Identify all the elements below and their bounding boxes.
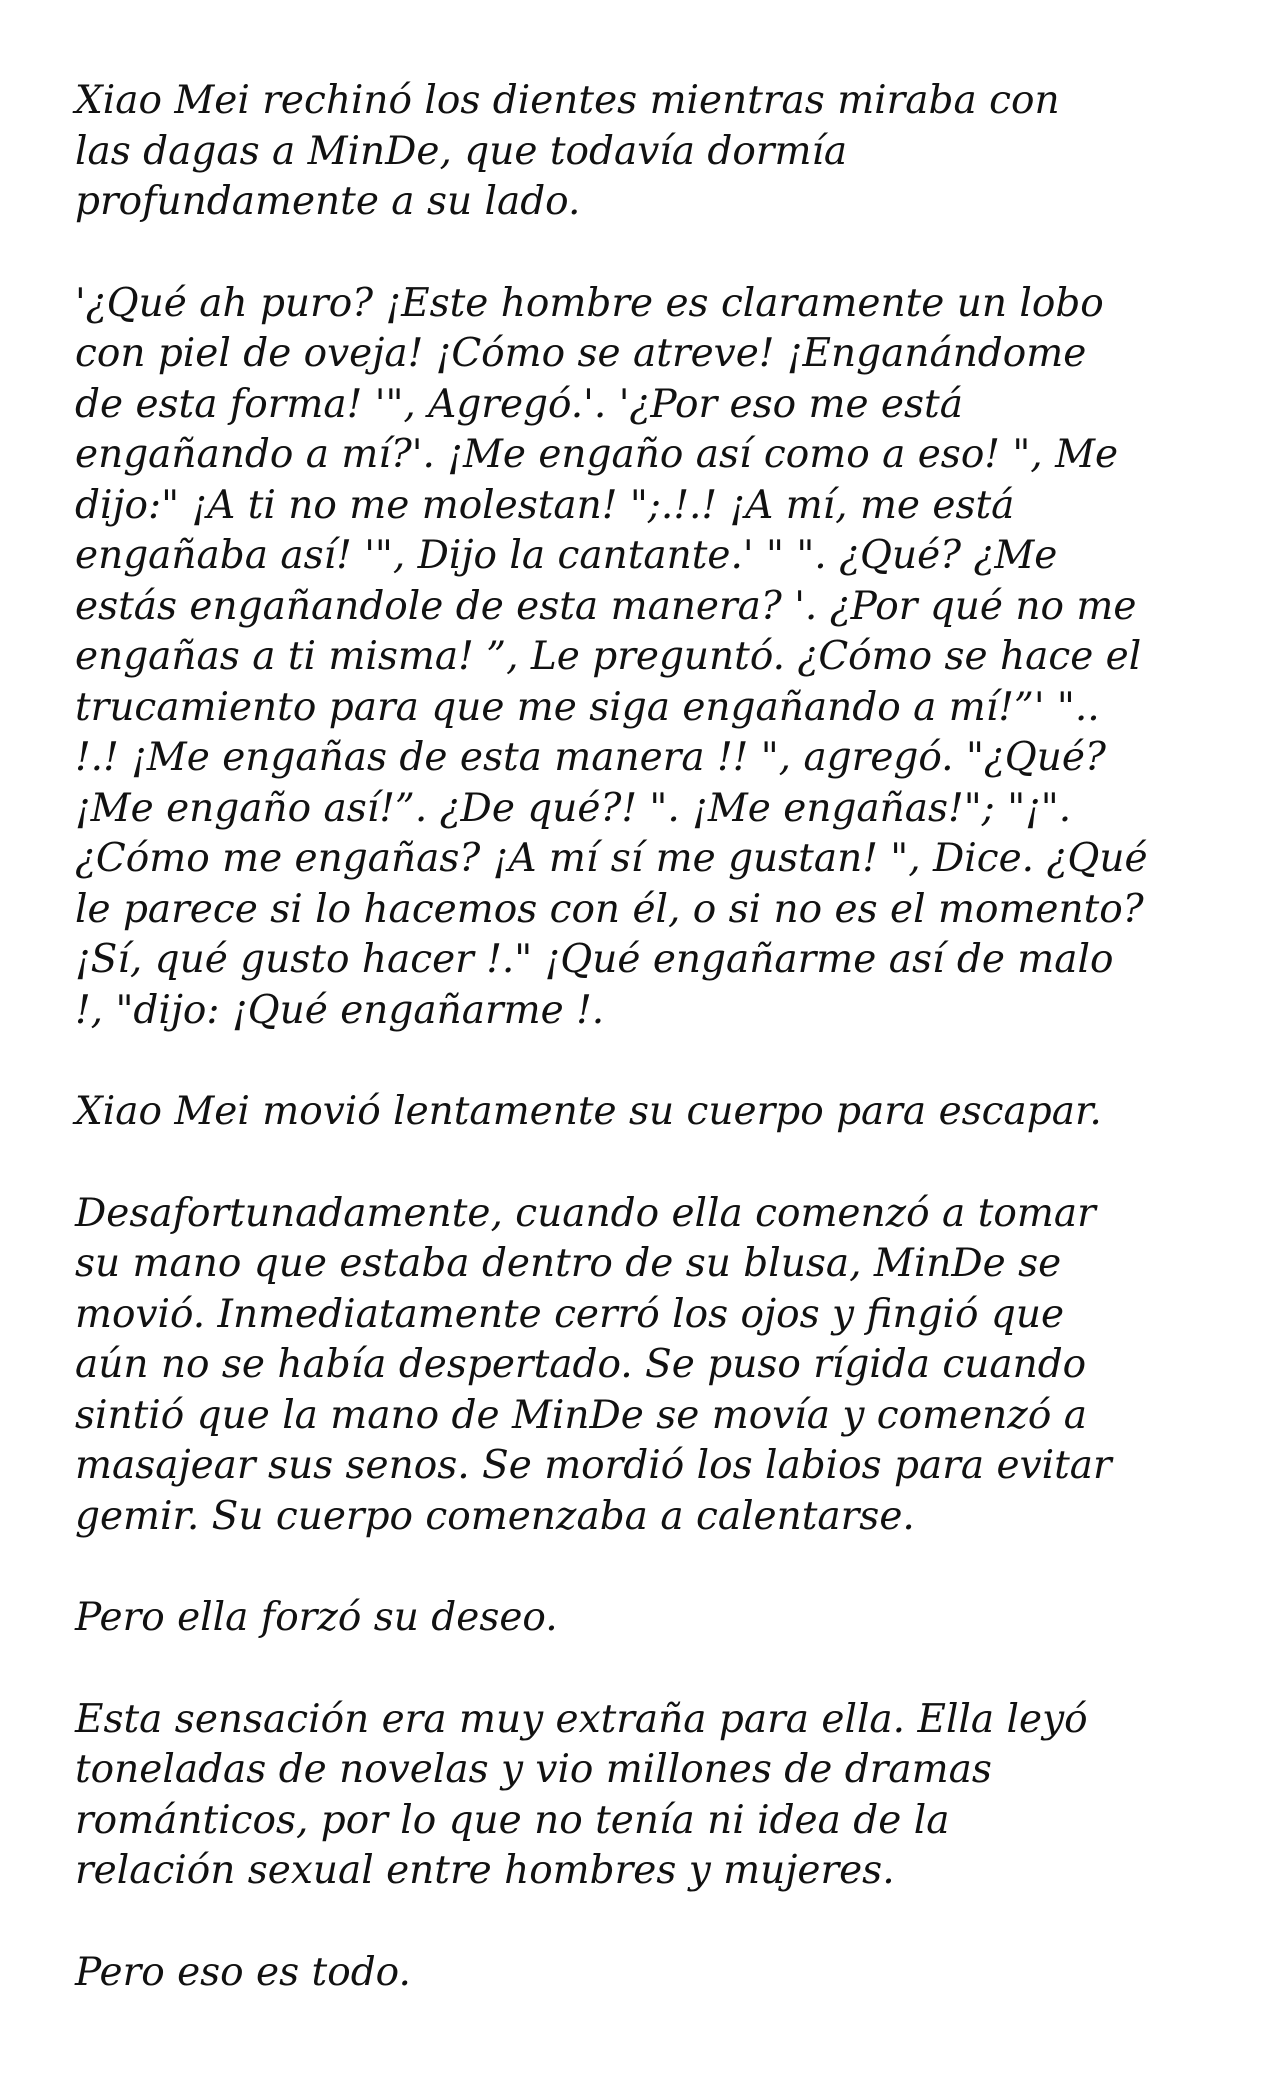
paragraph — [75, 1593, 1225, 1644]
text-line: relación sexual entre hombres y mujeres. — [75, 1848, 895, 1893]
paragraph — [75, 1189, 1225, 1543]
text-line: las dagas a MinDe, que todavía dormía — [75, 128, 848, 174]
paragraph — [75, 1948, 1225, 1999]
text-line: románticos, por lo que no tenía ni idea de la — [75, 1797, 950, 1843]
text-line: con piel de oveja! ¡Cómo se atreve! ¡Enganándome — [75, 331, 1087, 376]
text-line: ¡Me engaño así!”. ¿De qué?! ". ¡Me engañas!"; "¡". — [75, 785, 1072, 831]
text-line: gemir. Su cuerpo comenzaba a calentarse. — [75, 1493, 915, 1539]
paragraph — [75, 1695, 1225, 1897]
text-line: !, "dijo: ¡Qué engañarme !. — [75, 987, 605, 1033]
text-line: '¿Qué ah puro? ¡Este hombre es claramente un lobo — [75, 280, 1104, 326]
text-line: Pero eso es todo. — [75, 1949, 411, 1995]
text-line: Xiao Mei rechinó los dientes mientras miraba con — [75, 78, 1060, 123]
text-line: engañando a mí?'. ¡Me engaño así como a eso! ", Me — [75, 432, 1119, 477]
text-line: le parece si lo hacemos con él, o si no es el momento? — [75, 886, 1144, 932]
text-line: dijo:" ¡A ti no me molestan! ";.!.! ¡A mí, me está — [75, 482, 1015, 528]
text-line: Pero ella forzó su deseo. — [75, 1595, 558, 1640]
text-line: engañaba así! '", Dijo la cantante.' " ". ¿Qué? ¿Me — [75, 533, 1058, 578]
document-page — [75, 76, 1225, 2049]
text-line: ¡Sí, qué gusto hacer !." ¡Qué engañarme así de malo — [75, 937, 1114, 982]
text-line: ¿Cómo me engañas? ¡A mí sí me gustan! ", Dice. ¿Qué — [75, 836, 1148, 881]
text-line: estás engañandole de esta manera? '. ¿Por qué no me — [75, 583, 1137, 629]
paragraph — [75, 279, 1225, 1037]
text-line: aún no se había despertado. Se puso rígida cuando — [75, 1342, 1087, 1387]
text-line: trucamiento para que me siga engañando a mí!”' ".. — [75, 684, 1100, 730]
text-line: Esta sensación era muy extraña para ella. Ella leyó — [75, 1696, 1088, 1742]
text-line: toneladas de novelas y vio millones de dramas — [75, 1747, 992, 1792]
text-line: sintió que la mano de MinDe se movía y comenzó a — [75, 1392, 1087, 1438]
text-line: Desafortunadamente, cuando ella comenzó a tomar — [75, 1190, 1096, 1236]
text-line: profundamente a su lado. — [75, 179, 581, 224]
text-line: su mano que estaba dentro de su blusa, MinDe se — [75, 1241, 1062, 1286]
text-line: de esta forma! '", Agregó.'. '¿Por eso me está — [75, 381, 963, 427]
text-line: movió. Inmediatamente cerró los ojos y fingió que — [75, 1291, 1065, 1337]
paragraph — [75, 1087, 1225, 1138]
text-line: Xiao Mei movió lentamente su cuerpo para escapar. — [75, 1089, 1102, 1134]
paragraph — [75, 76, 1225, 228]
text-line: !.! ¡Me engañas de esta manera !! ", agregó. "¿Qué? — [75, 735, 1106, 780]
text-line: masajear sus senos. Se mordió los labios para evitar — [75, 1443, 1112, 1488]
text-line: engañas a ti misma! ”, Le preguntó. ¿Cómo se hace el — [75, 634, 1142, 679]
